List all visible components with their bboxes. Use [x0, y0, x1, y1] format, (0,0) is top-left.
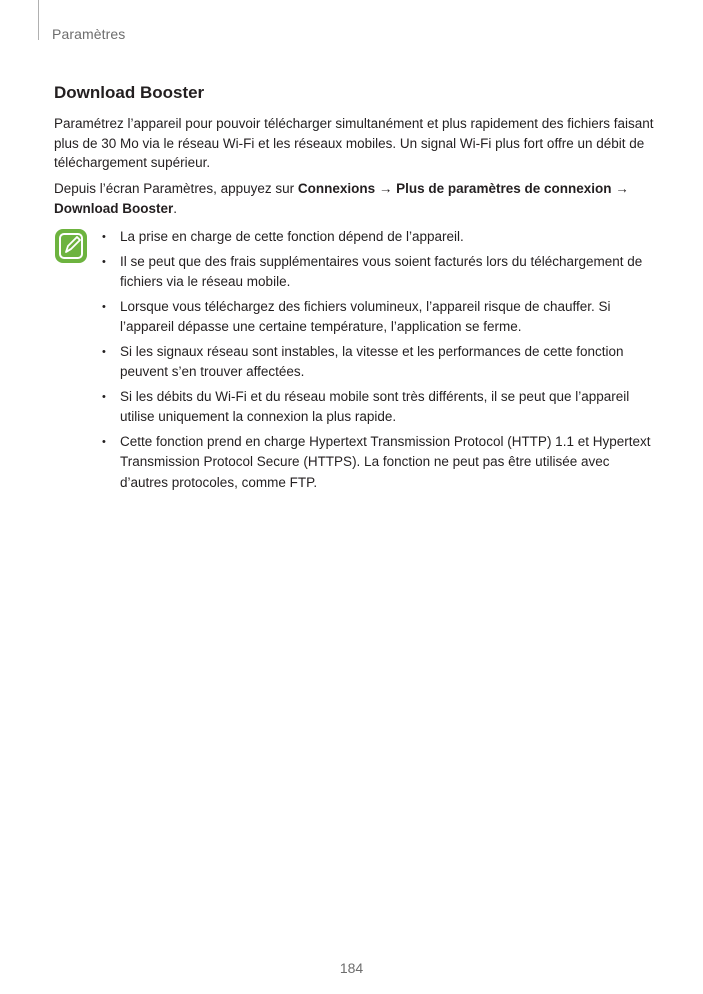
note-item: • Il se peut que des frais supplémentaires vous soient facturés lors du téléchargement de fichiers via le réseau mobile. [100, 252, 652, 293]
path-step-more-settings: Plus de paramètres de connexion [396, 181, 612, 196]
running-header: Paramètres [52, 26, 126, 42]
path-step-connexions: Connexions [297, 181, 376, 196]
note-pencil-icon [54, 228, 88, 264]
settings-path-paragraph [54, 179, 654, 219]
page-number: 184 [339, 960, 364, 976]
note-item: • Cette fonction prend en charge Hypertext Transmission Protocol (HTTP) 1.1 et Hypertext Transmission Protocol Secure (HTTPS). La fonction ne peut pas être utilisée avec d’autres protocoles, comme FTP. [100, 432, 652, 494]
header-divider [38, 0, 39, 40]
path-arrow: → [375, 181, 397, 196]
note-item: • Si les débits du Wi-Fi et du réseau mobile sont très différents, il se peut que l’appareil utilise uniquement la connexion la plus rapide. [100, 387, 652, 428]
note-item: • Si les signaux réseau sont instables, la vitesse et les performances de cette fonction peuvent s’en trouver affectées. [100, 342, 652, 383]
note-list [100, 227, 652, 497]
path-prefix: Depuis l’écran Paramètres, appuyez sur [54, 181, 298, 196]
section-title: Download Booster [54, 83, 205, 102]
note-item: • La prise en charge de cette fonction dépend de l’appareil. [100, 227, 652, 248]
note-item: • Lorsque vous téléchargez des fichiers volumineux, l’appareil risque de chauffer. Si l’appareil dépasse une certaine température, l’application se ferme. [100, 297, 652, 338]
intro-paragraph: Paramétrez l’appareil pour pouvoir télécharger simultanément et plus rapidement des fichiers faisant plus de 30 Mo via le réseau Wi-Fi et les réseaux mobiles. Un signal Wi-Fi plus fort offre un débit de téléchargement supérieur. [54, 116, 654, 170]
path-arrow: → [611, 181, 629, 196]
path-suffix: . [173, 201, 178, 216]
path-step-download-booster: Download Booster [54, 201, 174, 216]
